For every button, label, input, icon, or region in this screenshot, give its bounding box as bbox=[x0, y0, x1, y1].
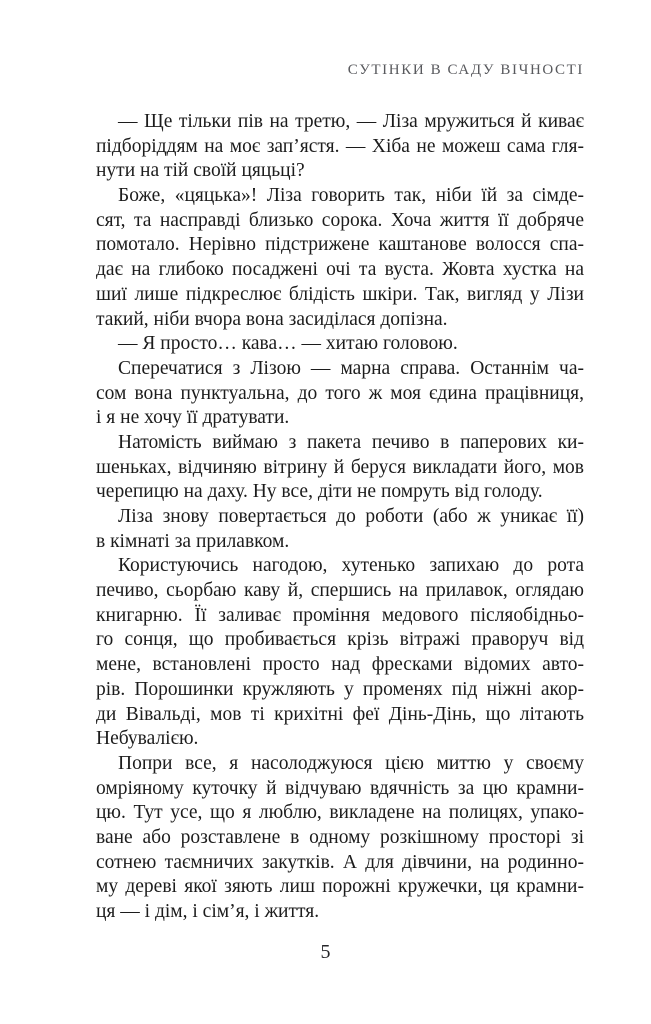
paragraph-narration bbox=[96, 431, 584, 505]
text-line: нути на тій своїй цяцьці? bbox=[96, 160, 305, 182]
text-line: ване або розставлене в одному розкішному просторі зі bbox=[96, 826, 584, 848]
text-line: цю. Тут усе, що я люблю, викладене на полицях, упако- bbox=[96, 802, 584, 824]
text-line: Боже, «цяцька»! Ліза говорить так, ніби їй за сімде- bbox=[118, 185, 584, 207]
text-line: му дереві якої зяють лиш порожні кружечки, ця крамни- bbox=[96, 876, 584, 898]
text-line: рів. Порошинки кружляють у променях під ніжні акор- bbox=[96, 678, 584, 700]
text-line: печиво, сьорбаю каву й, спершись на прилавок, оглядаю bbox=[96, 580, 584, 602]
text-line: ди Вівальді, мов ті крихітні феї Дінь-Дінь, що літають bbox=[96, 703, 584, 725]
text-line: і я не хочу її дратувати. bbox=[96, 407, 290, 429]
text-line: шиї лише підкреслює блідість шкіри. Так, вигляд у Лізи bbox=[96, 283, 584, 305]
paragraph-dialogue bbox=[96, 332, 584, 357]
text-line: книгарню. Її заливає проміння медового післяобідньо- bbox=[96, 604, 584, 626]
text-line: — Я просто… кава… — хитаю головою. bbox=[118, 333, 458, 355]
paragraph-dialogue bbox=[96, 110, 584, 184]
text-line: черепицю на даху. Ну все, діти не помруть від голоду. bbox=[96, 481, 543, 503]
text-line: Попри все, я насолоджуюся цією миттю у своєму bbox=[118, 752, 584, 774]
text-line: підборіддям на моє зап’ястя. — Хіба не можеш сама гля- bbox=[96, 135, 584, 157]
text-line: сотнею таємничих закутків. А для дівчини, на родинно- bbox=[96, 851, 584, 873]
paragraph-narration bbox=[96, 184, 584, 332]
text-line: омріяному куточку й відчуваю вдячність за цю крамни- bbox=[96, 777, 584, 799]
text-line: дає на глибоко посаджені очі та вуста. Жовта хустка на bbox=[96, 259, 584, 281]
text-line: мене, встановлені просто над фресками відомих авто- bbox=[96, 654, 584, 676]
text-line: помотало. Нерівно підстрижене каштанове волосся спа- bbox=[96, 234, 584, 256]
text-line: Сперечатися з Лізою — марна справа. Останнім ча- bbox=[118, 357, 584, 379]
paragraph-narration bbox=[96, 554, 584, 752]
running-header: СУТІНКИ В САДУ ВІЧНОСТІ bbox=[347, 62, 584, 78]
text-line: Користуючись нагодою, хутенько запихаю до рота bbox=[118, 555, 584, 577]
text-line: Натомість виймаю з пакета печиво в паперових ки- bbox=[118, 431, 584, 453]
text-line: сят, та насправді близько сорока. Хоча життя її добряче bbox=[96, 209, 584, 231]
text-line: го сонця, що пробивається крізь вітражі праворуч від bbox=[96, 629, 584, 651]
page-body bbox=[96, 110, 584, 925]
text-line: шеньках, відчиняю вітрину й беруся викладати його, мов bbox=[96, 456, 584, 478]
text-line: Ліза знову повертається до роботи (або ж уникає її) bbox=[118, 506, 584, 527]
text-line: Небувалією. bbox=[96, 728, 199, 750]
paragraph-narration bbox=[96, 505, 584, 554]
text-line: сом вона пунктуальна, до того ж моя єдина працівниця, bbox=[96, 382, 584, 404]
text-line: такий, ніби вчора вона засиділася допізна. bbox=[96, 308, 448, 330]
text-line: — Ще тільки пів на третю, — Ліза мружиться й киває bbox=[118, 111, 584, 132]
paragraph-narration bbox=[96, 752, 584, 925]
paragraph-narration bbox=[96, 357, 584, 431]
text-line: в кімнаті за прилавком. bbox=[96, 530, 290, 552]
text-line: ця — і дім, і сім’я, і життя. bbox=[96, 901, 320, 922]
page-number: 5 bbox=[320, 941, 331, 963]
